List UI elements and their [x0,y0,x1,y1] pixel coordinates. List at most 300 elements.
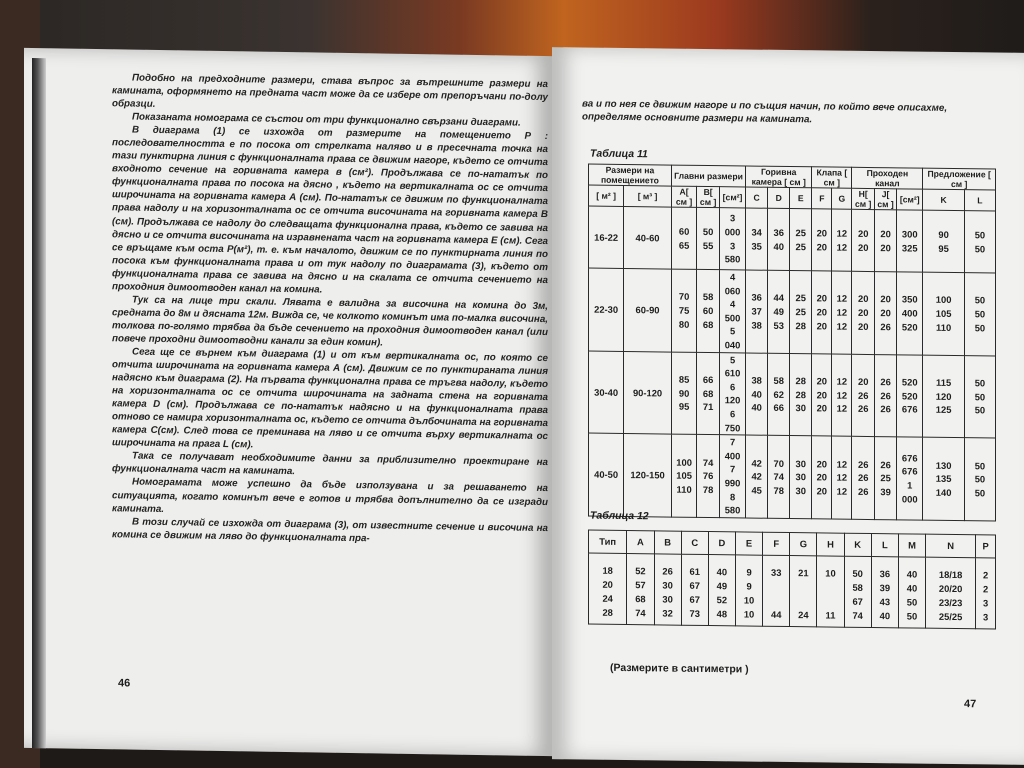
cell-value: 30 [795,457,806,469]
cell-value: 110 [936,321,952,333]
cell-value: 50 [906,610,918,622]
table-row [589,206,996,273]
table-row [589,268,996,356]
table-cell: 90-120 [624,351,672,434]
cell-value: 26 [880,389,891,401]
cell-value: 58 [852,581,863,593]
cell-value: 50 [974,294,986,306]
paragraph: В този случай се изхожда от диаграма (3), от известните сечение и височина на комина се движим на ляво до функционалната пра- [112,516,548,544]
open-book [24,50,1024,768]
cell-value: 65 [678,239,690,251]
cell-value: 12 [836,241,848,253]
cell-value: 26 [858,485,869,497]
table-cell [871,557,898,628]
cell-value: 37 [751,305,762,317]
cell-value: 70 [773,457,784,469]
cell-value: 39 [880,485,891,497]
cell-value: 73 [689,607,700,619]
cell-value: 50 [702,225,714,237]
cell-value: 26 [858,471,869,484]
cell-value: 10 [743,608,755,620]
table-cell [852,436,875,519]
table-cell [832,209,852,271]
cell-value: 20 [880,293,891,305]
header-cell: M [898,534,925,557]
table-cell [897,354,923,437]
cell-value: 20 [816,471,828,483]
table-cell [768,435,790,518]
cell-value: 7 990 [724,463,741,489]
cell-value [765,580,787,594]
paragraph: В диаграма (1) се изхожда от размерите на помещението Р : последователността е по посока от стрелката наляво и в пресечната точка на тази пунктирна линия с функционалната права се движим нагоре, където се отчита входното сечение на горивната камера в (см²). Продължава се по-нататък по функционалната права по посока на дясно , където на вертикалната ос се отчита широчината на горивната камера А (см). По-нататък се движим по функционалната права надолу и на хоризонталната ос се отчита височината на горивната камера В (см). Продължава се надолу до следващата функционална права, където се завива на дясно и се отчита височината на изравнената част на горивната камера Е (см). Сега се връщаме към оста Р(м²), т. е. към началото, движим се по пунктирната линия по посока към функционалната права и от тук надолу по диаграмата (3), където от функционалната права се завива на дясно и на скалата се отчита сечението на проходния димоотводен канал на комина. [112,124,548,296]
table-cell [898,557,925,628]
cell-value: 60 [702,304,714,317]
header-main-dimensions: Главни размери [671,165,745,187]
cell-value: 24 [798,609,809,621]
cell-value: 30 [662,579,673,591]
cell-value: 12 [836,402,848,414]
table-cell [746,353,768,436]
cell-value: 50 [974,390,986,402]
cell-value: 44 [770,608,782,620]
cell-value: 18 [602,564,613,576]
cell-value: 50 [974,321,986,333]
header-cell: F [763,532,790,555]
subheader-cell: B[ см ] [697,186,720,207]
cell-value: 20 [816,319,828,332]
table-cell [719,270,745,353]
cell-value: 49 [773,305,784,317]
cell-value: 40 [751,401,762,413]
table-cell [697,269,720,352]
subheader-cell: L [964,190,995,211]
cell-value: 26 [662,565,673,577]
cell-value: 76 [702,470,714,482]
subheader-cell: F [812,188,832,209]
cell-value: 12 [836,471,848,483]
cell-value: 40 [906,568,918,580]
cell-value: 12 [836,227,848,239]
cell-value: 40 [879,610,891,622]
subheader-cell: G [832,188,852,209]
subheader-cell: K [923,189,965,211]
cell-value: 12 [836,320,848,332]
table-cell [923,437,965,520]
table-cell [697,352,720,435]
cell-value: 85 [678,373,690,385]
table-cell [852,271,875,354]
cell-value: 95 [678,400,690,412]
cell-value: 20 [858,227,869,239]
cell-value: 18/18 [938,568,963,581]
cell-value: 20 [816,485,828,497]
cell-value: 55 [702,239,714,251]
cell-value: 25 [795,306,806,318]
cell-value: 3 [982,597,989,609]
cell-value: 60 [678,225,690,237]
cell-value: 44 [773,292,784,304]
cell-value: 26 [880,458,891,470]
table-cell: 30-40 [589,351,624,434]
cell-value: 120 [935,390,952,402]
cell-value: 40 [773,240,784,252]
cell-value: 74 [635,607,646,619]
cell-value: 30 [795,471,806,483]
subheader-cell: [см²] [897,189,923,210]
table-cell [708,555,735,626]
header-cell: N [926,534,976,558]
header-cell: P [976,535,996,558]
cell-value: 32 [662,607,673,619]
header-cell: D [708,532,735,555]
table-cell [790,209,812,271]
table-cell: 40-60 [624,206,672,269]
left-page [24,48,552,756]
cell-value: 67 [852,595,863,607]
table-cell [697,207,720,269]
table-cell [875,354,897,437]
cell-value: 3 [982,611,989,623]
cell-value: 100 [676,456,692,468]
table-cell [768,208,790,270]
cell-value: 115 [936,376,952,388]
cell-value: 20 [880,228,891,240]
cell-value: 95 [938,242,949,254]
cell-value: 20 [858,241,869,253]
cell-value: 68 [702,318,714,330]
cell-value: 68 [635,593,646,605]
cell-value: 30 [795,484,806,496]
cell-value: 12 [836,389,848,401]
cell-value: 50 [906,596,918,608]
cell-value: 48 [716,608,728,620]
cell-value: 105 [676,469,692,481]
cell-value: 50 [974,242,986,254]
cell-value: 40 [906,582,918,594]
cell-value: 62 [773,388,784,400]
table-cell [697,435,720,518]
header-proposal: Предложение [ см ] [923,168,996,190]
table-cell [832,436,852,519]
cell-value: 50 [852,567,863,579]
paragraph: Подобно на предходните размери, става въпрос за вътрешните размери на камината, оформянето на предната част може да се избере от препоръчани по-долу образци. [112,72,548,111]
cell-value: 66 [773,401,784,414]
table-cell [964,273,995,356]
cell-value: 33 [770,566,782,578]
table-cell [844,556,871,627]
table-cell [681,554,708,625]
table-cell [671,269,696,352]
cell-value: 4 060 [724,271,741,297]
table-cell [832,354,852,437]
cell-value: 57 [635,579,646,591]
table-cell [964,355,995,438]
table-cell [852,354,875,437]
cell-value: 50 [974,473,986,485]
cell-value: 2 [982,583,989,595]
table-cell [719,435,745,518]
cell-value [819,594,841,608]
cell-value: 20 [816,388,828,401]
cell-value: 61 [689,565,700,577]
cell-value: 28 [795,375,806,387]
cell-value: 70 [678,291,690,303]
cell-value: 58 [702,291,714,303]
subheader-cell: C [746,187,768,208]
header-cell: G [790,533,817,556]
header-cell: L [871,534,898,557]
table-cell [926,557,976,629]
table-cell [964,211,995,273]
cell-value: 5 610 [724,353,741,379]
cell-value: 11 [825,609,836,621]
cell-value: 110 [676,483,692,495]
cell-value: 20 [816,227,828,239]
cell-value: 20 [858,293,869,305]
cell-value: 67 [689,593,700,605]
cell-value: 20 [880,241,891,253]
paragraph: Така се получават необходимите данни за приблизително проектиране на функционалната част на камината. [112,450,548,478]
cell-value: 400 [901,307,918,319]
table-cell [654,554,681,625]
subheader-cell: [ м² ] [589,185,624,206]
header-cell: K [844,533,871,556]
cell-value: 3 580 [724,239,741,265]
cell-value: 676 [901,403,918,415]
table-cell [671,352,696,435]
subheader-cell: E [790,188,812,209]
cell-value: 5 040 [724,325,741,351]
cell-value: 23/23 [938,596,963,609]
cell-value [792,594,814,608]
cell-value: 90 [678,387,690,399]
cell-value: 105 [935,307,952,319]
table-cell [746,270,768,353]
cell-value: 9 [746,566,752,578]
cell-value: 35 [751,240,762,252]
cell-value: 28 [602,606,613,618]
cell-value: 100 [935,294,952,306]
cell-value: 20 [858,320,869,332]
cell-value: 78 [773,484,784,496]
cell-value: 50 [974,404,986,416]
table-cell [790,271,812,354]
cell-value: 52 [716,594,728,606]
cell-value [792,580,814,594]
table-cell [746,435,768,518]
cell-value: 42 [751,457,762,469]
cell-value: 20 [816,306,828,318]
table-cell: 22-30 [589,268,624,351]
header-cell: A [627,531,654,554]
table-cell [923,355,965,438]
cell-value: 520 [901,320,918,333]
cell-value: 90 [938,228,949,240]
cell-value: 74 [852,609,863,621]
cell-value: 9 [746,580,752,592]
table-cell: 40-50 [589,433,624,516]
table-cell [852,209,875,271]
cell-value: 20 [816,240,828,252]
table-cell [923,210,965,273]
cell-value: 6 120 [724,381,741,406]
cell-value: 30 [662,593,673,605]
cell-value: 25/25 [938,610,963,623]
table-cell [790,436,812,519]
cell-value: 135 [935,472,952,485]
table-cell [671,434,696,517]
subheader-cell: A[ см ] [671,186,696,207]
cell-value: 520 [901,376,918,388]
table-cell [589,553,627,624]
table-cell: 60-90 [624,268,672,351]
cell-value: 50 [974,308,986,320]
cell-value: 52 [635,565,646,577]
cell-value: 38 [751,374,762,386]
cell-value: 68 [702,387,714,399]
cell-value: 12 [836,458,848,470]
table-cell [719,208,745,270]
cell-value: 25 [795,226,806,239]
table-cell [763,555,790,626]
table-cell [875,272,897,355]
header-cell: H [817,533,844,556]
cell-value: 20 [816,402,828,414]
cell-value: 20 [816,375,828,387]
table-cell [746,208,768,270]
cell-value: 66 [702,373,714,386]
cell-value: 20 [602,578,613,590]
cell-value: 58 [773,374,784,386]
table-cell [790,556,817,627]
table-cell [812,436,832,519]
right-page [552,47,1024,765]
cell-value: 140 [935,486,952,498]
cell-value: 71 [702,401,714,413]
table-cell [897,437,923,520]
cell-value: 20 [816,292,828,304]
cell-value: 520 [901,389,918,402]
cell-value: 26 [880,320,891,332]
cell-value: 74 [702,456,714,468]
header-room-size: Размери на помещението [589,164,672,186]
cell-value: 12 [836,306,848,318]
cell-value: 676 [901,465,918,477]
header-combustion-chamber: Горивна камера [ см ] [746,166,812,188]
table-cell [768,270,790,353]
subheader-cell: H[ см ] [852,188,875,209]
table-11 [588,164,996,522]
cell-value: 676 [901,452,918,464]
cell-value: 7 400 [724,436,741,462]
cell-value: 28 [795,319,806,331]
table12-caption: Таблица 12 [590,509,649,523]
cell-value: 4 500 [724,298,741,324]
cell-value: 24 [602,592,613,604]
cell-value: 38 [751,319,762,331]
header-cell: C [681,531,708,554]
table-cell: 16-22 [589,206,624,268]
cell-value: 80 [678,318,690,330]
table-cell [897,272,923,355]
table-row [589,351,996,439]
cell-value: 36 [879,568,891,580]
table-cell [832,271,852,354]
cell-value: 1 000 [901,479,918,505]
cell-value: 30 [795,402,806,414]
cell-value: 75 [678,304,690,316]
table-cell [817,556,844,627]
cell-value: 325 [901,241,918,254]
cell-value: 67 [689,579,700,591]
subheader-cell: J[ см ] [875,189,897,210]
units-note: (Размерите в сантиметри ) [610,661,749,676]
table-cell: 120-150 [624,434,672,517]
cell-value: 78 [702,483,714,495]
paragraph: Номограмата може успешно да бъде използувана и за решаването на ситуацията, когато коминът вече е готов и трябва допълнително да се изгради камината. [112,477,548,515]
cell-value: 130 [935,459,952,471]
cell-value: 26 [858,458,869,470]
cell-value: 50 [974,459,986,471]
cell-value: 26 [858,389,869,401]
cell-value: 20/20 [938,582,963,595]
cell-value: 10 [825,567,836,579]
cell-value: 42 [751,470,762,482]
cell-value: 10 [743,594,755,606]
cell-value: 50 [974,486,986,499]
cell-value: 20 [858,306,869,318]
header-flue-channel: Проходен канал [852,167,923,189]
table-cell [897,210,923,272]
cell-value: 26 [880,403,891,415]
table-cell [627,554,654,625]
table-cell [875,210,897,272]
header-cell: B [654,531,681,554]
table-cell [719,352,745,435]
page-number-left: 46 [118,677,131,690]
paragraph: Сега ще се върнем към диаграма (1) и от към вертикалната ос, по която се отчита широчината на горивната камера А (см). Движим се по пунктираната линия надясно към диаграма (2). На първата функционална права се тръгва надолу, където на хоризонталната ос се отчита широчината на задната стена на горивната камера D (см). Продължава се по-нататък надясно и на функционалната права отново се намира хоризонталната ос, където се отчита дълбочината на горивната камера С(см). След това се преминава на ляво и се отчита върху вертикалната ос широчината на прага L (см). [112,346,548,451]
cell-value: 25 [795,292,806,304]
cell-value: 26 [858,402,869,415]
cell-value: 20 [858,375,869,387]
page-number-right: 47 [964,698,977,711]
table-cell [923,272,965,355]
cell-value: 74 [773,470,784,483]
cell-value: 39 [879,582,891,594]
table11-caption: Таблица 11 [590,147,648,161]
cell-value: 50 [974,229,986,241]
cell-value [765,594,787,608]
right-page-intro: ва и по нея се движим нагоре и по същия начин, по който вече описахме, определяме основните размери на камината. [582,98,948,126]
cell-value: 36 [751,291,762,304]
cell-value [819,580,841,594]
header-cell: Тип [589,530,627,553]
cell-value: 2 [982,569,989,581]
cell-value: 350 [901,293,918,305]
table-cell [735,555,762,626]
cell-value: 12 [836,375,848,387]
subheader-cell: [см²] [719,187,745,208]
cell-value: 8 580 [724,490,741,516]
cell-value: 20 [816,457,828,469]
cell-value: 43 [879,596,891,608]
cell-value: 34 [751,226,762,238]
page-edge-shadow [32,58,46,748]
table-row [589,433,996,521]
table-12 [588,530,996,630]
table-cell [768,353,790,436]
cell-value: 25 [880,472,891,484]
